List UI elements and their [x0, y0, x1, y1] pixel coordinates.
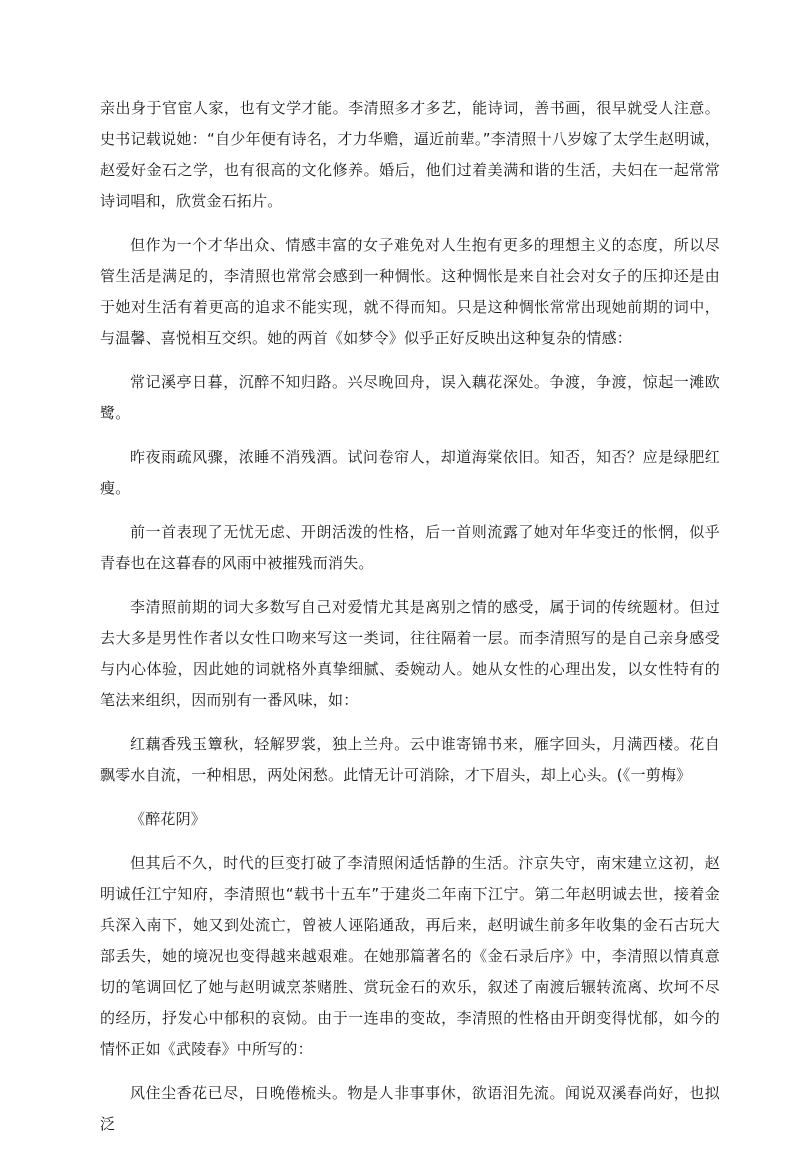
paragraph-intro: 亲出身于官宦人家，也有文学才能。李清照多才多艺，能诗词，善书画，很早就受人注意。史书记载说她：“自少年便有诗名，才力华赡，逼近前辈。”李清照十八岁嫁了太学生赵明诚，赵爱好金石之学，也有很高的文化修养。婚后，他们过着美满和谐的生活，夫妇在一起常常诗词唱和，欣赏金石拓片。: [100, 99, 720, 210]
poem-yijianmei: 红藕香残玉簟秋，轻解罗裳，独上兰舟。云中谁寄锦书来，雁字回头，月满西楼。花自飘零水自流，一种相思，两处闲愁。此情无计可消除，才下眉头，却上心头。(《一剪梅》: [100, 735, 720, 784]
paragraph-early-ci: 李清照前期的词大多数写自己对爱情尤其是离别之情的感受，属于词的传统题材。但过去大多是男性作者以女性口吻来写这一类词，往往隔着一层。而李清照写的是自己亲身感受与内心体验，因此她的词就格外真挚细腻、委婉动人。她从女性的心理出发，以女性特有的笔法来组织，因而别有一番风味，如：: [100, 598, 720, 709]
paragraph-melancholy: 但作为一个才华出众、情感丰富的女子难免对人生抱有更多的理想主义的态度，所以尽管生活是满足的，李清照也常常会感到一种惆怅。这种惆怅是来自社会对女子的压抑还是由于她对生活有着更高的追求不能实现，就不得而知。只是这种惆怅常常出现她前期的词中，与温馨、喜悦相互交织。她的两首《如梦令》似乎正好反映出这种复杂的情感：: [100, 236, 720, 347]
paragraph-poem-analysis: 前一首表现了无忧无虑、开朗活泼的性格，后一首则流露了她对年华变迁的怅惘，似乎青春也在这暮春的风雨中被摧残而消失。: [100, 523, 720, 572]
poem-rumengling-1: 常记溪亭日暮，沉醉不知归路。兴尽晚回舟，误入藕花深处。争渡，争渡，惊起一滩欧鹭。: [100, 373, 720, 422]
document-body: [100, 93, 720, 1153]
poem-wulingchun: 风住尘香花已尽，日晚倦梳头。物是人非事事休，欲语泪先流。闻说双溪春尚好，也拟泛: [100, 1084, 720, 1133]
poem-zuihuayin-title: 《醉花阴》: [130, 810, 207, 828]
poem-rumengling-2: 昨夜雨疏风骤，浓睡不消残酒。试问卷帘人，却道海棠依旧。知否，知否？应是绿肥红瘦。: [100, 448, 720, 497]
paragraph-later-life: 但其后不久，时代的巨变打破了李清照闲适恬静的生活。汴京失守，南宋建立这初，赵明诚任江宁知府，李清照也“载书十五车”于建炎二年南下江宁。第二年赵明诚去世，接着金兵深入南下，她又到处流亡，曾被人诬陷通敌，再后来，赵明诚生前多年收集的金石古玩大部丢失，她的境况也变得越来越艰难。在她那篇著名的《金石录后序》中，李清照以情真意切的笔调回忆了她与赵明诚烹茶赌胜、赏玩金石的欢乐，叙述了南渡后辗转流离、坎坷不尽的经历，抒发心中郁积的哀恸。由于一连串的变故，李清照的性格由开朗变得忧郁，如今的情怀正如《武陵春》中所写的：: [100, 854, 720, 1058]
